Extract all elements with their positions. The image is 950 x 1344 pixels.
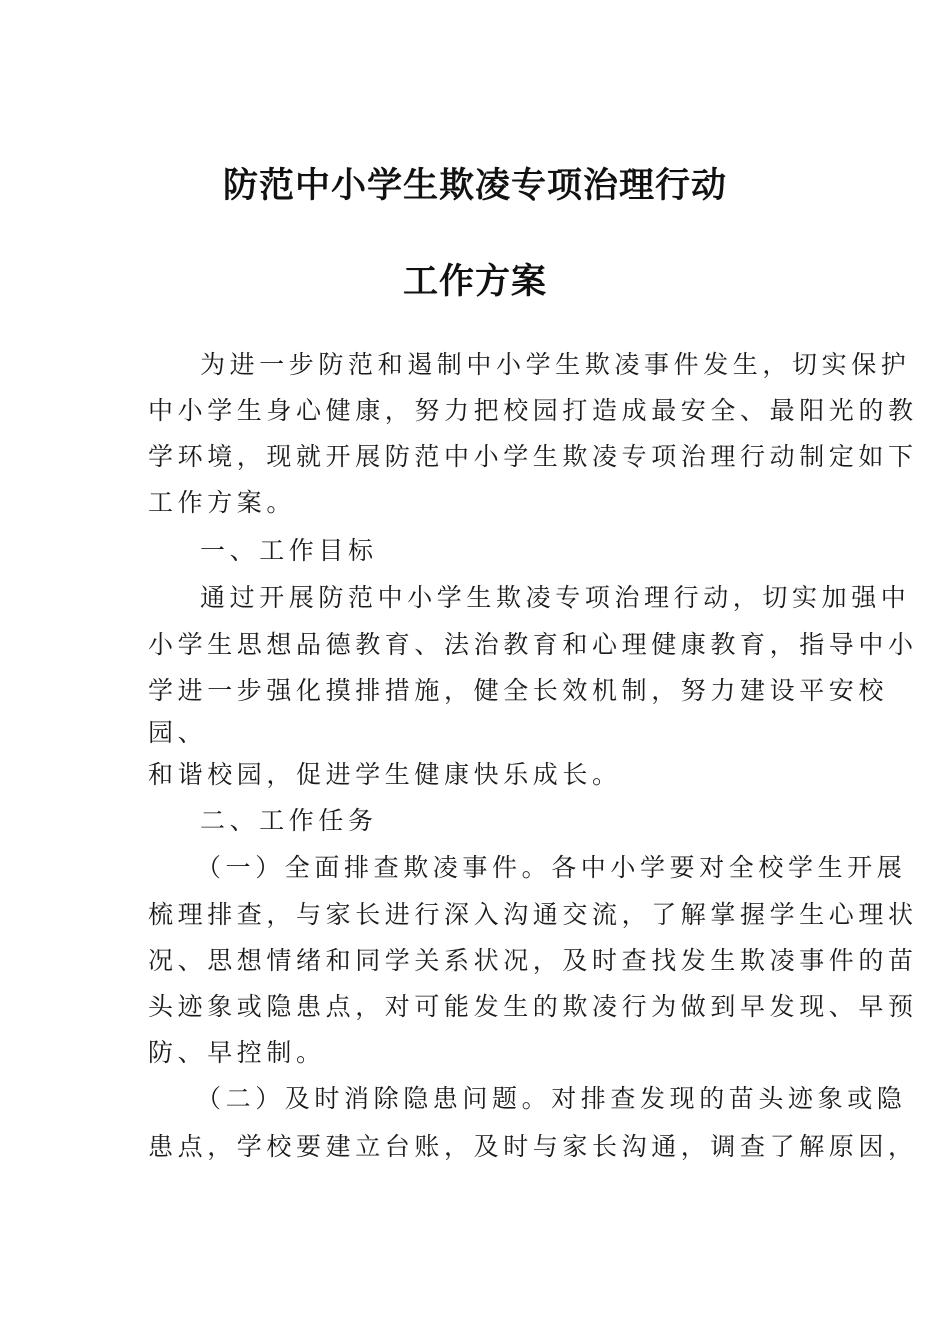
- paragraph-line: 小学生思想品德教育、法治教育和心理健康教育，指导中小: [148, 630, 918, 659]
- paragraph-line: 况、思想情绪和同学关系状况，及时查找发生欺凌事件的苗: [148, 946, 918, 975]
- paragraph-line: 工作方案。: [148, 488, 297, 517]
- paragraph-line: 园、: [148, 718, 208, 747]
- paragraph-line: 梳理排查，与家长进行深入沟通交流，了解掌握学生心理状: [148, 900, 918, 929]
- paragraph-line: 学进一步强化摸排措施，健全长效机制，努力建设平安校: [148, 676, 889, 705]
- paragraph-line: 防、早控制。: [148, 1038, 326, 1067]
- section-heading-goals: 一、工作目标: [200, 536, 378, 565]
- paragraph-line: 为进一步防范和遏制中小学生欺凌事件发生，切实保护: [200, 350, 911, 379]
- document-title-line-1: 防范中小学生欺凌专项治理行动: [222, 166, 727, 206]
- section-heading-tasks: 二、工作任务: [200, 806, 378, 835]
- document-title-line-2: 工作方案: [402, 262, 547, 302]
- paragraph-line: 头迹象或隐患点，对可能发生的欺凌行为做到早发现、早预: [148, 992, 918, 1021]
- paragraph-line: 和谐校园，促进学生健康快乐成长。: [148, 760, 622, 789]
- paragraph-line: 患点，学校要建立台账，及时与家长沟通，调查了解原因，: [148, 1132, 918, 1161]
- paragraph-line: （二）及时消除隐患问题。对排查发现的苗头迹象或隐: [196, 1084, 907, 1113]
- paragraph-line: （一）全面排查欺凌事件。各中小学要对全校学生开展: [196, 853, 907, 882]
- paragraph-line: 通过开展防范中小学生欺凌专项治理行动，切实加强中: [200, 583, 911, 612]
- paragraph-line: 中小学生身心健康，努力把校园打造成最安全、最阳光的教: [148, 396, 918, 425]
- paragraph-line: 学环境，现就开展防范中小学生欺凌专项治理行动制定如下: [148, 442, 918, 471]
